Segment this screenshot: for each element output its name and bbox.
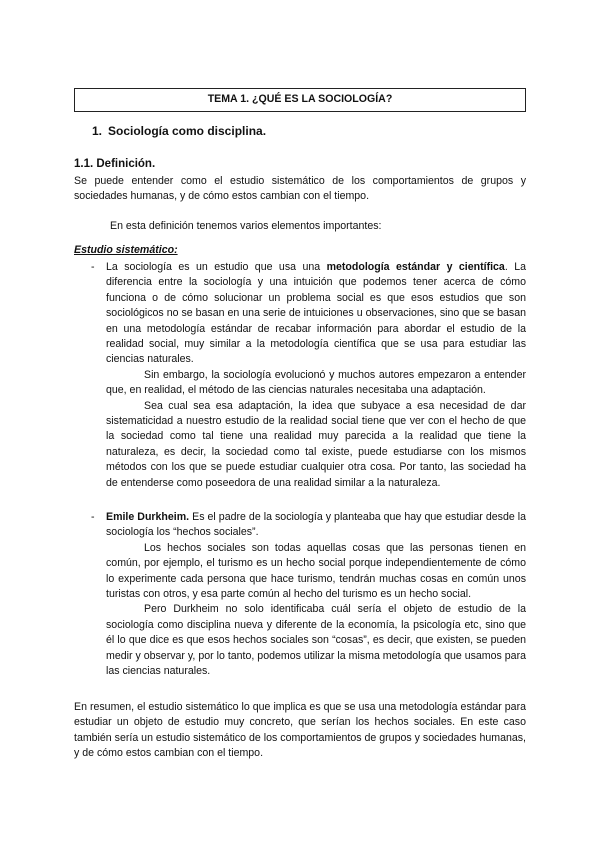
bullet2-rest: Es el padre de la sociología y planteaba que hay que estudiar desde la sociología los “hechos sociales”. — [106, 511, 526, 539]
intro-paragraph: Se puede entender como el estudio sistemático de los comportamientos de grupos y sociedades humanas, y de cómo estos cambian con el tiempo. — [74, 175, 526, 203]
list-item — [106, 510, 526, 679]
title-text: TEMA 1. ¿QUÉ ES LA SOCIOLOGÍA? — [207, 93, 393, 106]
bullet-dash-1: - — [91, 261, 95, 273]
bullet1-rest: . La diferencia entre la sociología y una intuición que podemos tener acerca de cómo funciona o de cómo solucionar un problema social es que esos estudios que son sociológicos no se basan en una serie de intuiciones u observaciones, sino que se basan en una metodología estándar de recabar información para abordar el estudio de la realidad social, muy similar a la metodología científica que se usa para estudiar las ciencias naturales. — [106, 261, 526, 366]
bullet2-bold: Emile Durkheim. — [106, 511, 190, 523]
bullet1-bold: metodología estándar y científica — [326, 261, 505, 273]
section-number: 1. — [92, 124, 103, 138]
section-heading — [92, 124, 266, 139]
bullet2-paragraph-2: Los hechos sociales son todas aquellas cosas que las personas tienen en común, por ejemplo, el turismo es un hecho social porque independientemente de cómo lo experimente cada persona que hace turismo, tendrán muchas cosas en común unos turistas con otros, y esa parte común al hecho del turismo es un hecho social. — [106, 541, 526, 601]
italic-heading: Estudio sistemático: — [74, 244, 178, 256]
bullet1-lead: La sociología es un estudio que usa una — [106, 261, 327, 273]
list-item — [106, 260, 526, 491]
bullet1-paragraph-2: Sin embargo, la sociología evolucionó y muchos autores empezaron a entender que, en realidad, el método de las ciencias naturales necesitaba una adaptación. — [106, 368, 526, 397]
bullet2-paragraph-1 — [106, 510, 526, 541]
document-title — [74, 88, 526, 112]
conclusion-paragraph: En resumen, el estudio sistemático lo que implica es que se usa una metodología estándar para estudiar un objeto de estudio muy concreto, que serían los hechos sociales. En este caso también sería un estudio sistemático de los comportamientos de grupos y sociedades humanas, y de cómo estos cambian con el tiempo. — [74, 701, 526, 760]
section-label: Sociología como disciplina. — [108, 124, 267, 138]
bullet1-paragraph-3: Sea cual sea esa adaptación, la idea que subyace a esa necesidad de dar sistematicidad a nuestro estudio de la realidad social tiene que ver con el hecho de que la sociedad como tal tiene una realidad muy parecida a la realidad que tiene la naturaleza, es decir, la sociedad como tal existe, puede estudiarse con los mismos métodos con los que se puede estudiar cualquier otra cosa. Por tanto, las sociedad ha de entenderse como poseedora de una realidad similar a la naturaleza. — [106, 399, 526, 489]
subsection-heading: 1.1. Definición. — [74, 158, 156, 170]
bullet2-paragraph-3: Pero Durkheim no solo identificaba cuál sería el objeto de estudio de la sociología como disciplina nueva y diferente de la economía, la psicología etc, sino que él lo que dice es que esos hechos sociales son “cosas”, es decir, que existen, se pueden medir y observar y, por lo tanto, podemos utilizar la misma metodología que usamos para las ciencias naturales. — [106, 603, 526, 678]
intro-paragraph-2: En esta definición tenemos varios elementos importantes: — [110, 220, 382, 232]
bullet1-paragraph-1 — [106, 260, 526, 368]
bullet-dash-2: - — [91, 511, 95, 523]
